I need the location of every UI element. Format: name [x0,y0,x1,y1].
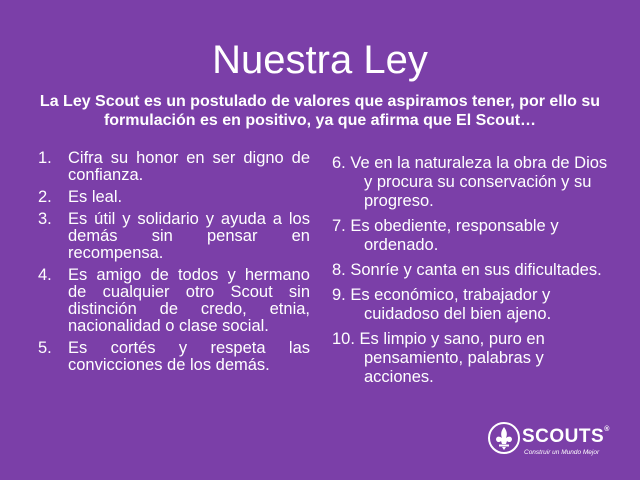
item-text: Es amigo de todos y hermano de cualquier otro Scout sin distinción de credo, etnia, nacionalidad o clase social. [68,266,310,335]
item-number: 3. [38,210,52,228]
list-item: 10. Es limpio y sano, puro en pensamiento, palabras y acciones. [332,330,545,386]
scouts-logo [488,420,608,462]
item-text: Es cortés y respeta las convicciones de los demás. [68,339,310,374]
slide-subtitle: La Ley Scout es un postulado de valores que aspiramos tener, por ello su formulación es en positivo, ya que afirma que El Scout… [39,93,601,129]
list-item: 8. Sonríe y canta en sus dificultades. [332,261,602,279]
list-item [38,211,310,262]
list-item: 7. Es obediente, responsable y ordenado. [332,217,559,254]
list-item: 9. Es económico, trabajador y cuidadoso del bien ajeno. [332,286,552,323]
item-number: 2. [38,188,52,206]
list-item [38,189,310,206]
list-item [38,340,310,374]
scout-law-list-left [38,150,310,379]
slide-title: Nuestra Ley [212,38,428,82]
list-item: 6. Ve en la naturaleza la obra de Dios y procura su conservación y su progreso. [332,154,608,210]
item-number: 1. [38,149,52,167]
item-number: 5. [38,339,52,357]
logo-wordmark: SCOUTS® [522,426,610,447]
item-text: Cifra su honor en ser digno de confianza. [68,149,310,184]
list-item [38,150,310,184]
item-text: Es útil y solidario y ayuda a los demás sin pensar en recompensa. [68,210,310,262]
list-item [38,267,310,335]
scout-law-list-right [332,154,614,393]
item-text: Es leal. [68,188,123,206]
item-number: 4. [38,266,52,284]
fleur-de-lis-icon [488,422,520,454]
logo-tagline: Construir un Mundo Mejor [524,449,600,456]
